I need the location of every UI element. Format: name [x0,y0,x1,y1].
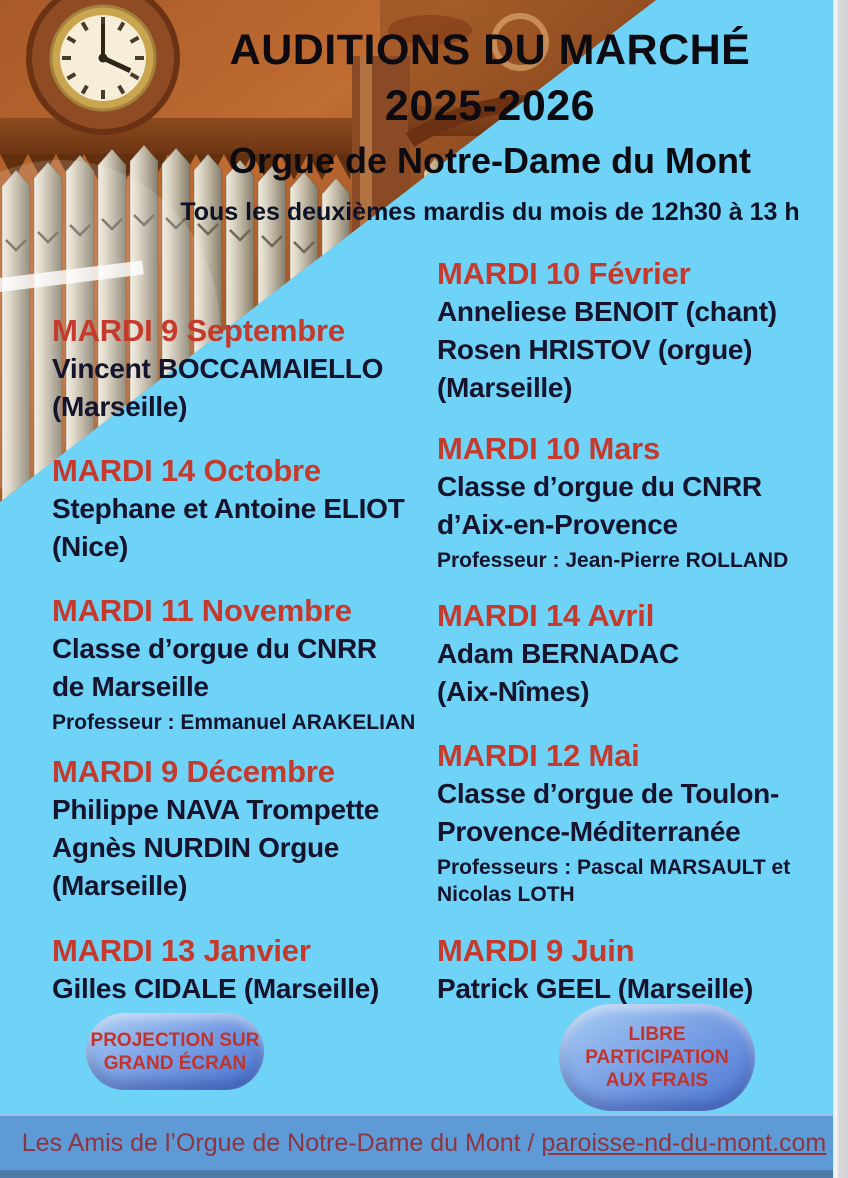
event-november [52,592,454,736]
event-performer: Patrick GEEL (Marseille) [437,973,753,1004]
footer-text: Les Amis de l’Orgue de Notre-Dame du Mont / [21,1128,542,1157]
badge-line: AUX FRAIS [605,1070,709,1091]
event-performer: Rosen HRISTOV (orgue) [437,334,753,365]
event-january [52,932,454,1008]
subtitle: Orgue de Notre-Dame du Mont [228,140,752,181]
event-performer: Classe d’orgue du CNRR [437,471,762,502]
event-performer: d’Aix-en-Provence [437,509,678,540]
event-date: MARDI 10 Mars [437,431,661,466]
schedule-note: Tous les deuxièmes mardis du mois de 12h30 à 13 h [180,198,800,226]
event-may [437,737,839,908]
event-september [52,312,454,426]
event-april [437,597,839,711]
event-date: MARDI 14 Avril [437,598,655,633]
badge-line: LIBRE [628,1024,686,1045]
event-location: (Aix-Nîmes) [437,676,590,707]
footer-bar [0,1113,848,1170]
event-location: (Nice) [52,531,128,562]
bottom-edge-strip [0,1170,848,1178]
event-performer: Stephane et Antoine ELIOT [52,493,405,524]
projection-badge [86,1013,264,1090]
event-february [437,255,839,407]
event-date: MARDI 13 Janvier [52,933,311,968]
event-june [437,932,839,1008]
event-date: MARDI 11 Novembre [52,593,352,628]
event-performer: Classe d’orgue du CNRR [52,633,377,664]
event-performer: Philippe NAVA Trompette [52,794,380,825]
event-professor-note: Professeurs : Pascal MARSAULT et Nicolas LOTH [437,856,791,906]
event-performer: Classe d’orgue de Toulon- [437,778,780,809]
event-date: MARDI 10 Février [437,256,691,291]
event-location: (Marseille) [52,391,188,422]
badge-line: PROJECTION SUR [90,1029,260,1051]
event-performer: de Marseille [52,671,209,702]
event-performer: Vincent BOCCAMAIELLO [52,353,384,384]
event-date: MARDI 14 Octobre [52,453,321,488]
event-march [437,430,839,574]
page-title-line1: AUDITIONS DU MARCHÉ [229,26,751,74]
event-performer: Agnès NURDIN Orgue [52,832,340,863]
event-date: MARDI 9 Septembre [52,313,345,348]
event-professor-note: Professeur : Emmanuel ARAKELIAN [52,711,416,734]
event-performer: Gilles CIDALE (Marseille) [52,973,380,1004]
header [131,22,848,227]
badge-line: GRAND ÉCRAN [103,1052,247,1074]
event-october [52,452,454,566]
event-performer: Anneliese BENOIT (chant) [437,296,777,327]
right-edge-strip [833,0,848,1178]
event-professor-note: Professeur : Jean-Pierre ROLLAND [437,549,789,572]
event-location: (Marseille) [52,870,188,901]
event-date: MARDI 9 Décembre [52,754,335,789]
event-location: (Marseille) [437,372,573,403]
participation-badge [559,1004,755,1111]
page-title-line2: 2025-2026 [384,82,596,130]
badge-line: PARTICIPATION [585,1047,729,1068]
event-performer: Provence-Méditerranée [437,816,741,847]
event-date: MARDI 9 Juin [437,933,635,968]
event-date: MARDI 12 Mai [437,738,640,773]
event-performer: Adam BERNADAC [437,638,679,669]
footer-website-link[interactable]: paroisse-nd-du-mont.com [541,1128,827,1157]
event-december [52,753,454,905]
